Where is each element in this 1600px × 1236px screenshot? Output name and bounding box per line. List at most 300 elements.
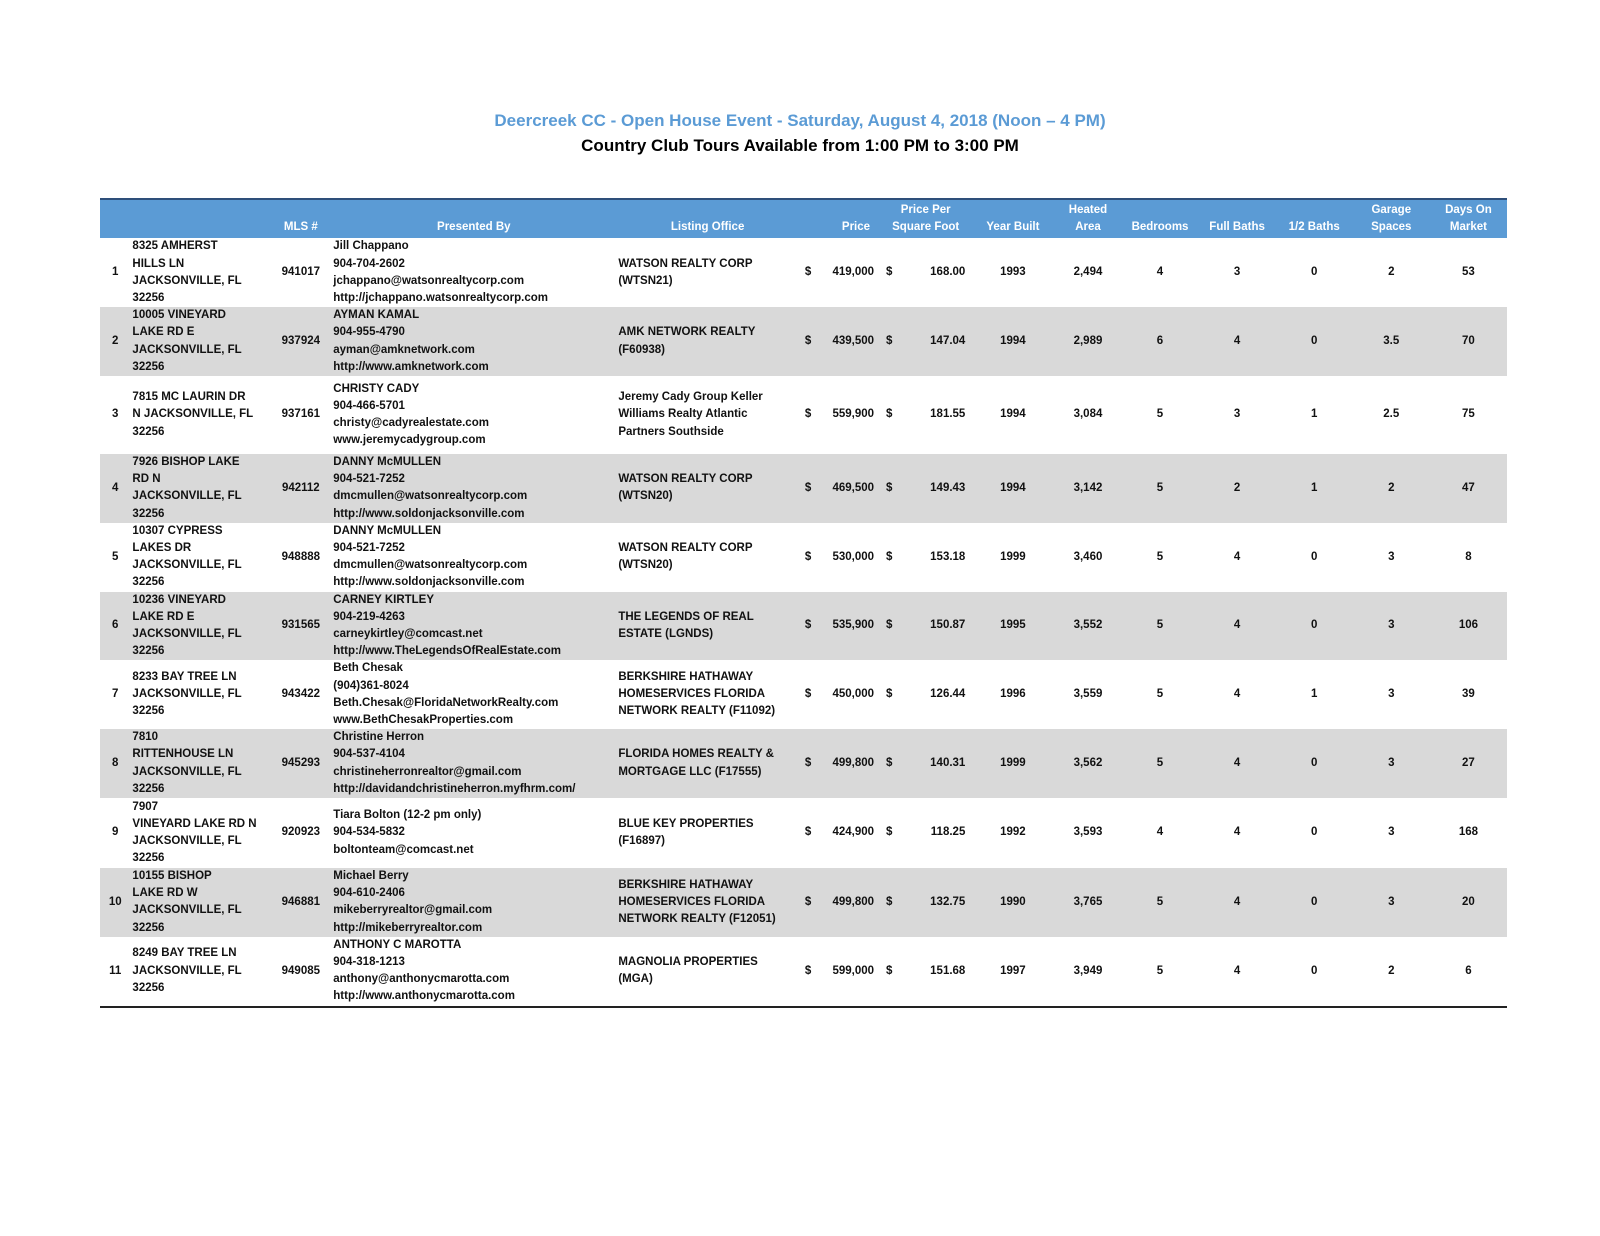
currency-symbol: $	[886, 266, 893, 279]
row-heated-area: 3,084	[1073, 408, 1103, 421]
row-price-per-sqft: $ 181.55	[880, 376, 971, 454]
pres-line: Michael Berry	[333, 870, 409, 883]
row-price-per-sqft: $ 140.31	[880, 729, 971, 798]
pres-line: Tiara Bolton (12-2 pm only)	[333, 809, 482, 822]
addr-line: 32256	[132, 576, 165, 589]
addr-line: 10307 CYPRESS	[132, 524, 223, 537]
pres-line: 904-610-2406	[333, 887, 405, 900]
currency-symbol: $	[804, 826, 812, 839]
addr-line: 32256	[132, 852, 165, 865]
pres-line: 904-704-2602	[333, 257, 405, 270]
row-heated-area: 3,559	[1073, 688, 1103, 701]
office-line: NETWORK REALTY (F11092)	[618, 705, 776, 718]
row-bedrooms: 5	[1156, 688, 1164, 701]
row-full-baths: 4	[1233, 757, 1241, 770]
table-row	[100, 238, 1507, 307]
row-address	[130, 592, 270, 661]
addr-line: LAKE RD E	[132, 610, 195, 623]
row-price: $ 530,000	[799, 523, 880, 592]
currency-symbol: $	[804, 895, 812, 908]
row-garage-spaces: 2	[1388, 964, 1395, 977]
row-price: $ 469,500	[799, 454, 880, 523]
pres-line: CHRISTY CADY	[333, 382, 420, 395]
row-half-baths: 0	[1310, 266, 1318, 279]
row-year-built: 1990	[1000, 895, 1026, 908]
row-listing-office	[616, 592, 799, 661]
pres-line: Beth.Chesak@FloridaNetworkRealty.com	[333, 696, 559, 709]
addr-line: JACKSONVILLE, FL	[132, 835, 242, 848]
row-price-per-sqft: $ 118.25	[880, 798, 971, 868]
addr-line: 32256	[132, 425, 165, 438]
pres-line: jchappano@watsonrealtycorp.com	[333, 274, 525, 287]
row-garage-spaces: 3	[1388, 826, 1395, 839]
office-line: (WTSN21)	[618, 274, 673, 287]
row-days-on-market: 47	[1462, 481, 1475, 494]
row-year-built: 1994	[1000, 408, 1026, 421]
office-line: BERKSHIRE HATHAWAY	[618, 671, 754, 683]
addr-line: 32256	[132, 981, 165, 994]
header-year-built: Year Built	[986, 220, 1040, 233]
row-listing-office	[616, 307, 799, 376]
row-index: 7	[112, 688, 119, 701]
row-address	[130, 376, 270, 454]
row-heated-area: 2,989	[1073, 334, 1103, 347]
addr-line: LAKE RD W	[132, 887, 198, 900]
row-price-per-sqft: $ 132.75	[880, 868, 971, 937]
pres-line: DANNY McMULLEN	[333, 455, 442, 468]
row-bedrooms: 5	[1156, 895, 1164, 908]
row-year-built: 1993	[1000, 266, 1026, 279]
header-bedrooms: Bedrooms	[1131, 220, 1189, 233]
addr-line: JACKSONVILLE, FL	[132, 964, 242, 977]
addr-line: 32256	[132, 782, 165, 795]
table-row	[100, 454, 1507, 523]
header-mls: MLS #	[283, 220, 318, 233]
addr-line: N JACKSONVILLE, FL	[132, 408, 254, 421]
row-index: 5	[112, 550, 119, 563]
row-listing-office	[616, 729, 799, 798]
pres-line: 904-537-4104	[333, 748, 405, 761]
table-row	[100, 307, 1507, 376]
row-price-per-sqft: $ 153.18	[880, 523, 971, 592]
row-bedrooms: 4	[1156, 266, 1164, 279]
row-heated-area: 3,460	[1073, 550, 1103, 563]
row-price: $ 450,000	[799, 660, 880, 729]
header-address	[130, 199, 270, 238]
row-half-baths: 0	[1310, 964, 1318, 977]
row-index: 3	[112, 408, 119, 421]
row-garage-spaces: 3.5	[1383, 334, 1400, 347]
row-heated-area: 3,765	[1073, 895, 1103, 908]
pres-line: christineherronrealtor@gmail.com	[333, 765, 522, 778]
pres-line: Beth Chesak	[333, 662, 403, 675]
pres-line: 904-521-7252	[333, 473, 405, 486]
row-bedrooms: 5	[1156, 550, 1164, 563]
row-half-baths: 1	[1310, 688, 1318, 701]
row-price: $ 499,800	[799, 729, 880, 798]
page-title: Deercreek CC - Open House Event - Saturday, August 4, 2018 (Noon – 4 PM)	[494, 111, 1106, 130]
currency-symbol: $	[886, 964, 893, 977]
addr-line: 32256	[132, 645, 165, 658]
row-listing-office	[616, 868, 799, 937]
row-mls: 937161	[281, 408, 321, 421]
row-listing-office	[616, 798, 799, 868]
office-line: MAGNOLIA PROPERTIES	[618, 956, 758, 969]
row-mls: 920923	[281, 826, 321, 839]
pres-line: (904)361-8024	[333, 679, 409, 692]
row-mls: 942112	[281, 481, 320, 494]
row-mls: 946881	[281, 895, 321, 908]
row-full-baths: 3	[1233, 266, 1241, 279]
addr-line: 7907	[132, 800, 159, 813]
row-index: 2	[112, 334, 119, 347]
row-heated-area: 3,593	[1073, 826, 1103, 839]
table-row	[100, 592, 1507, 661]
row-price: $ 439,500	[799, 307, 880, 376]
addr-line: 32256	[132, 705, 165, 718]
row-half-baths: 0	[1310, 826, 1318, 839]
pres-line: http://www.TheLegendsOfRealEstate.com	[333, 645, 561, 658]
row-full-baths: 4	[1233, 334, 1241, 347]
office-line: THE LEGENDS OF REAL	[618, 610, 754, 623]
addr-line: JACKSONVILLE, FL	[132, 688, 242, 701]
addr-line: LAKE RD E	[132, 326, 195, 339]
currency-symbol: $	[886, 895, 893, 908]
row-year-built: 1999	[1000, 757, 1026, 770]
row-index: 6	[112, 619, 119, 632]
pres-line: www.BethChesakProperties.com	[333, 714, 514, 727]
row-garage-spaces: 3	[1388, 688, 1395, 701]
header-half-baths: 1/2 Baths	[1288, 220, 1340, 233]
addr-line: LAKES DR	[132, 541, 192, 554]
currency-symbol: $	[886, 757, 893, 770]
row-presented-by	[331, 376, 616, 454]
pres-line: http://www.soldonjacksonville.com	[333, 576, 525, 589]
addr-line: JACKSONVILLE, FL	[132, 559, 242, 572]
pres-line: christy@cadyrealestate.com	[333, 416, 489, 429]
addr-line: 7815 MC LAURIN DR	[132, 391, 246, 404]
office-line: Partners Southside	[618, 425, 724, 438]
pres-line: http://mikeberryrealtor.com	[333, 921, 483, 934]
row-address	[130, 238, 270, 307]
office-line: HOMESERVICES FLORIDA	[618, 688, 766, 701]
row-half-baths: 1	[1310, 408, 1318, 421]
pres-line: 904-318-1213	[333, 956, 405, 969]
row-listing-office	[616, 660, 799, 729]
row-mls: 949085	[281, 964, 321, 977]
row-price: $ 535,900	[799, 592, 880, 661]
row-year-built: 1995	[1000, 619, 1026, 632]
row-index: 1	[112, 266, 119, 279]
row-address	[130, 729, 270, 798]
currency-symbol: $	[886, 408, 893, 421]
listings-table	[100, 198, 1507, 1008]
currency-symbol: $	[804, 688, 812, 701]
row-address	[130, 798, 270, 868]
row-mls: 931565	[281, 619, 321, 632]
pres-line: ayman@amknetwork.com	[333, 343, 475, 356]
row-half-baths: 0	[1310, 334, 1318, 347]
pres-line: http://www.anthonycmarotta.com	[333, 990, 515, 1003]
pres-line: Christine Herron	[333, 731, 425, 744]
row-mls: 943422	[281, 688, 321, 701]
currency-symbol: $	[886, 550, 893, 563]
office-line: NETWORK REALTY (F12051)	[618, 913, 776, 926]
row-listing-office	[616, 238, 799, 307]
row-price-per-sqft: $ 151.68	[880, 937, 971, 1007]
office-line: (WTSN20)	[618, 490, 673, 503]
row-days-on-market: 70	[1462, 334, 1475, 347]
table-row	[100, 937, 1507, 1007]
row-full-baths: 4	[1233, 619, 1241, 632]
row-days-on-market: 168	[1458, 826, 1478, 839]
office-line: ESTATE (LGNDS)	[618, 628, 714, 640]
currency-symbol: $	[804, 481, 812, 494]
row-garage-spaces: 3	[1388, 757, 1395, 770]
currency-symbol: $	[886, 481, 893, 494]
addr-line: 8233 BAY TREE LN	[132, 671, 237, 683]
row-bedrooms: 5	[1156, 408, 1164, 421]
row-bedrooms: 5	[1156, 964, 1164, 977]
addr-line: 10236 VINEYARD	[132, 593, 226, 606]
pres-line: http://davidandchristineherron.myfhrm.com/	[333, 782, 576, 795]
pres-line: Jill Chappano	[333, 240, 409, 253]
row-price-per-sqft: $ 149.43	[880, 454, 971, 523]
addr-line: 32256	[132, 360, 165, 373]
header-index	[100, 199, 130, 238]
row-address	[130, 868, 270, 937]
row-price: $ 499,800	[799, 868, 880, 937]
pres-line: DANNY McMULLEN	[333, 524, 442, 537]
addr-line: 8325 AMHERST	[132, 240, 218, 253]
row-garage-spaces: 3	[1388, 619, 1395, 632]
addr-line: HILLS LN	[132, 257, 185, 270]
row-index: 8	[112, 757, 119, 770]
currency-symbol: $	[804, 266, 812, 279]
row-price: $ 599,000	[799, 937, 880, 1007]
header-presented-by: Presented By	[437, 220, 511, 233]
row-full-baths: 4	[1233, 895, 1241, 908]
row-garage-spaces: 3	[1388, 550, 1395, 563]
pres-line: 904-534-5832	[333, 826, 405, 839]
row-days-on-market: 75	[1462, 408, 1475, 421]
row-days-on-market: 39	[1462, 688, 1475, 701]
addr-line: VINEYARD LAKE RD N	[132, 817, 257, 830]
currency-symbol: $	[886, 688, 893, 701]
row-presented-by	[331, 238, 616, 307]
row-presented-by	[331, 937, 616, 1007]
page-subtitle: Country Club Tours Available from 1:00 PM to 3:00 PM	[581, 136, 1019, 155]
row-index: 10	[108, 895, 122, 908]
pres-line: boltonteam@comcast.net	[333, 843, 474, 856]
office-line: BERKSHIRE HATHAWAY	[618, 878, 754, 891]
row-index: 4	[112, 481, 119, 494]
header-row	[100, 199, 1507, 238]
row-mls: 941017	[281, 266, 321, 279]
row-price-per-sqft: $ 168.00	[880, 238, 971, 307]
row-half-baths: 1	[1310, 481, 1318, 494]
pres-line: mikeberryrealtor@gmail.com	[333, 904, 493, 917]
addr-line: 32256	[132, 507, 165, 520]
row-mls: 937924	[281, 334, 321, 347]
pres-line: dmcmullen@watsonrealtycorp.com	[333, 559, 528, 572]
row-heated-area: 3,949	[1073, 964, 1103, 977]
row-heated-area: 2,494	[1073, 266, 1103, 279]
row-garage-spaces: 2	[1388, 266, 1395, 279]
row-full-baths: 4	[1233, 964, 1241, 977]
row-presented-by	[331, 660, 616, 729]
addr-line: 32256	[132, 921, 165, 934]
row-full-baths: 4	[1233, 688, 1241, 701]
header-days-on-market: Days On Market	[1445, 204, 1492, 233]
header-garage-spaces: Garage Spaces	[1371, 204, 1412, 233]
pres-line: http://www.amknetwork.com	[333, 360, 489, 373]
row-listing-office	[616, 937, 799, 1007]
addr-line: JACKSONVILLE, FL	[132, 904, 242, 917]
row-presented-by	[331, 454, 616, 523]
office-line: (WTSN20)	[618, 559, 673, 572]
addr-line: JACKSONVILLE, FL	[132, 343, 242, 356]
currency-symbol: $	[804, 964, 812, 977]
row-garage-spaces: 2	[1388, 481, 1395, 494]
row-address	[130, 307, 270, 376]
row-garage-spaces: 3	[1388, 895, 1395, 908]
table-row	[100, 729, 1507, 798]
row-presented-by	[331, 307, 616, 376]
row-price: $ 419,000	[799, 238, 880, 307]
currency-symbol: $	[886, 619, 893, 632]
header-price: Price	[841, 220, 871, 233]
row-listing-office	[616, 454, 799, 523]
addr-line: 7926 BISHOP LAKE	[132, 455, 240, 468]
row-heated-area: 3,562	[1073, 757, 1103, 770]
row-year-built: 1996	[1000, 688, 1026, 701]
currency-symbol: $	[804, 550, 812, 563]
row-garage-spaces: 2.5	[1383, 408, 1400, 421]
row-bedrooms: 5	[1156, 481, 1164, 494]
row-price: $ 424,900	[799, 798, 880, 868]
pres-line: dmcmullen@watsonrealtycorp.com	[333, 490, 528, 503]
office-line: WATSON REALTY CORP	[618, 473, 753, 486]
office-line: (F60938)	[618, 343, 665, 356]
addr-line: JACKSONVILLE, FL	[132, 765, 242, 778]
header-heated-area: Heated Area	[1068, 204, 1108, 233]
row-full-baths: 3	[1233, 408, 1241, 421]
pres-line: 904-955-4790	[333, 326, 405, 339]
row-year-built: 1997	[1000, 964, 1026, 977]
pres-line: 904-466-5701	[333, 399, 405, 412]
currency-symbol: $	[804, 408, 812, 421]
row-half-baths: 0	[1310, 895, 1318, 908]
row-year-built: 1994	[1000, 334, 1026, 347]
row-listing-office	[616, 523, 799, 592]
row-presented-by	[331, 868, 616, 937]
row-price-per-sqft: $ 150.87	[880, 592, 971, 661]
office-line: MORTGAGE LLC (F17555)	[618, 765, 762, 778]
addr-line: 10155 BISHOP	[132, 870, 212, 883]
row-half-baths: 0	[1310, 550, 1318, 563]
office-line: AMK NETWORK REALTY	[618, 326, 756, 339]
table-row	[100, 798, 1507, 868]
office-line: Williams Realty Atlantic	[618, 408, 748, 421]
office-line: (F16897)	[618, 835, 665, 848]
row-presented-by	[331, 798, 616, 868]
addr-line: RITTENHOUSE LN	[132, 748, 234, 761]
table-row	[100, 523, 1507, 592]
row-presented-by	[331, 729, 616, 798]
office-line: BLUE KEY PROPERTIES	[618, 817, 754, 830]
row-mls: 945293	[281, 757, 321, 770]
office-line: (MGA)	[618, 973, 653, 986]
row-days-on-market: 8	[1465, 550, 1472, 563]
pres-line: carneykirtley@comcast.net	[333, 628, 483, 640]
currency-symbol: $	[886, 334, 893, 347]
addr-line: JACKSONVILLE, FL	[132, 490, 242, 503]
office-line: WATSON REALTY CORP	[618, 541, 753, 554]
row-mls: 948888	[281, 550, 321, 563]
addr-line: JACKSONVILLE, FL	[132, 274, 242, 287]
currency-symbol: $	[886, 826, 893, 839]
pres-line: ANTHONY C MAROTTA	[333, 938, 462, 951]
row-bedrooms: 5	[1156, 619, 1164, 632]
row-address	[130, 523, 270, 592]
row-days-on-market: 20	[1462, 895, 1475, 908]
addr-line: 7810	[132, 731, 159, 744]
row-price-per-sqft: $ 147.04	[880, 307, 971, 376]
table-row	[100, 868, 1507, 937]
addr-line: RD N	[132, 473, 161, 486]
header-listing-office: Listing Office	[670, 220, 745, 233]
header-full-baths: Full Baths	[1209, 220, 1265, 233]
row-heated-area: 3,142	[1073, 481, 1103, 494]
table-row	[100, 660, 1507, 729]
row-address	[130, 660, 270, 729]
row-full-baths: 2	[1233, 481, 1241, 494]
row-index: 9	[112, 826, 119, 839]
office-line: WATSON REALTY CORP	[618, 257, 753, 270]
row-full-baths: 4	[1233, 550, 1241, 563]
row-full-baths: 4	[1233, 826, 1241, 839]
addr-line: 8249 BAY TREE LN	[132, 947, 237, 960]
row-address	[130, 937, 270, 1007]
row-listing-office	[616, 376, 799, 454]
pres-line: www.jeremycadygroup.com	[333, 434, 486, 447]
row-half-baths: 0	[1310, 619, 1318, 632]
pres-line: http://jchappano.watsonrealtycorp.com	[333, 291, 548, 304]
currency-symbol: $	[804, 757, 812, 770]
row-bedrooms: 4	[1156, 826, 1164, 839]
currency-symbol: $	[804, 334, 812, 347]
row-presented-by	[331, 592, 616, 661]
row-heated-area: 3,552	[1073, 619, 1103, 632]
pres-line: anthony@anthonycmarotta.com	[333, 973, 510, 986]
addr-line: 10005 VINEYARD	[132, 309, 226, 322]
office-line: HOMESERVICES FLORIDA	[618, 895, 766, 908]
row-price-per-sqft: $ 126.44	[880, 660, 971, 729]
row-year-built: 1999	[1000, 550, 1026, 563]
row-half-baths: 0	[1310, 757, 1318, 770]
table-row	[100, 376, 1507, 454]
pres-line: 904-521-7252	[333, 541, 405, 554]
pres-line: 904-219-4263	[333, 610, 405, 623]
row-bedrooms: 6	[1156, 334, 1164, 347]
addr-line: 32256	[132, 291, 165, 304]
row-year-built: 1992	[1000, 826, 1026, 839]
row-index: 11	[109, 964, 122, 977]
row-days-on-market: 53	[1462, 266, 1475, 279]
office-line: FLORIDA HOMES REALTY &	[618, 748, 774, 761]
addr-line: JACKSONVILLE, FL	[132, 628, 242, 640]
